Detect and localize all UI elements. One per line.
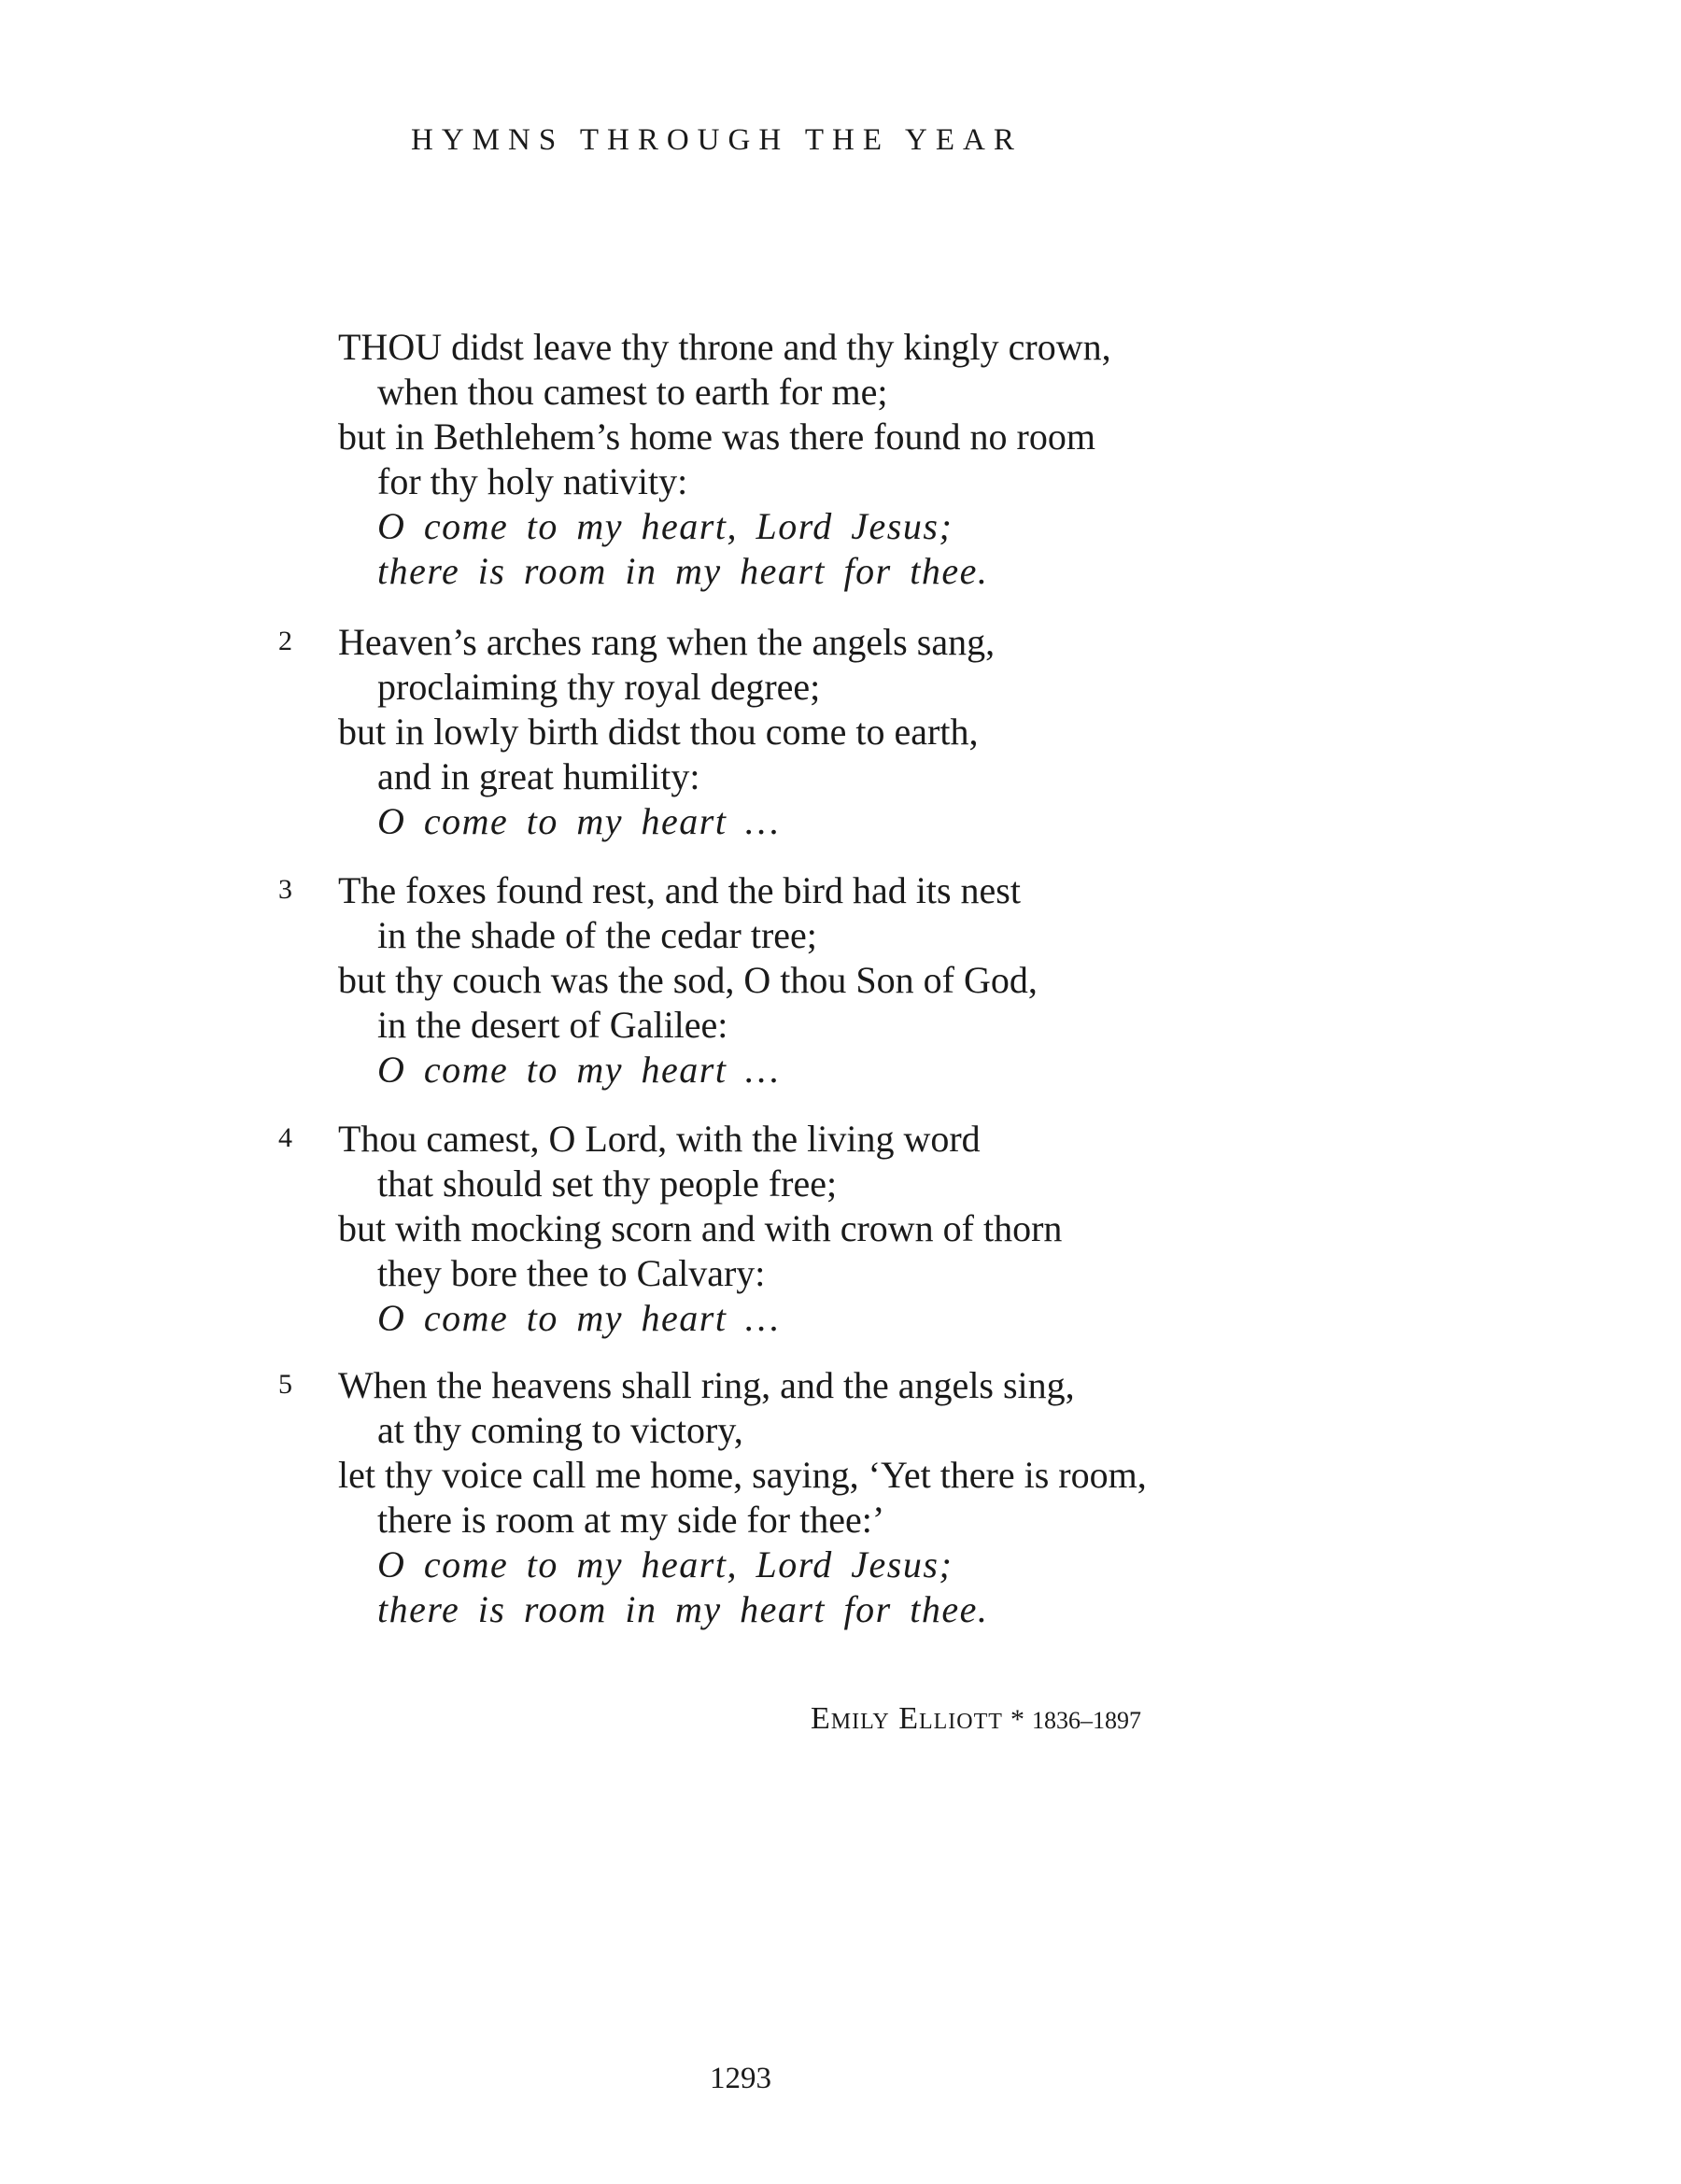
verse-line: Thou camest, O Lord, with the living word bbox=[338, 1118, 981, 1160]
verse-line: there is room at my side for thee:’ bbox=[377, 1499, 885, 1541]
author-name: Emily Elliott bbox=[811, 1701, 1003, 1736]
refrain-line: O come to my heart, Lord Jesus; bbox=[377, 1543, 954, 1585]
refrain-line: there is room in my heart for thee. bbox=[377, 550, 989, 592]
page-number: 1293 bbox=[710, 2062, 771, 2095]
verse-line: and in great humility: bbox=[377, 755, 700, 797]
verse-line: but thy couch was the sod, O thou Son of God, bbox=[338, 959, 1038, 1001]
verse-number: 2 bbox=[278, 626, 292, 656]
verse-number: 3 bbox=[278, 874, 292, 905]
verse-line: THOU didst leave thy throne and thy kingly crown, bbox=[338, 326, 1111, 368]
verse-line: but with mocking scorn and with crown of thorn bbox=[338, 1207, 1063, 1249]
verse-line: when thou camest to earth for me; bbox=[377, 371, 888, 413]
verse-line: but in Bethlehem’s home was there found no room bbox=[338, 416, 1095, 458]
refrain-line: O come to my heart … bbox=[377, 1297, 781, 1339]
verse-line: they bore thee to Calvary: bbox=[377, 1252, 766, 1294]
verse-line: let thy voice call me home, saying, ‘Yet there is room, bbox=[338, 1454, 1147, 1496]
refrain-line: there is room in my heart for thee. bbox=[377, 1588, 989, 1630]
refrain-line: O come to my heart … bbox=[377, 1049, 781, 1091]
verse-line: in the desert of Galilee: bbox=[377, 1004, 728, 1046]
verse-line: Heaven’s arches rang when the angels sang, bbox=[338, 621, 996, 663]
running-head: HYMNS THROUGH THE YEAR bbox=[411, 123, 1023, 157]
refrain-line: O come to my heart … bbox=[377, 800, 781, 842]
verse-number: 4 bbox=[278, 1122, 292, 1153]
verse-line: When the heavens shall ring, and the angels sing, bbox=[338, 1364, 1075, 1406]
author-dates: 1836–1897 bbox=[1031, 1707, 1141, 1734]
author-attribution bbox=[811, 1701, 1141, 1737]
verse-line: but in lowly birth didst thou come to earth, bbox=[338, 711, 979, 753]
verse-line: for thy holy nativity: bbox=[377, 460, 688, 502]
refrain-line: O come to my heart, Lord Jesus; bbox=[377, 505, 954, 547]
verse-line: in the shade of the cedar tree; bbox=[377, 914, 817, 956]
verse-line: The foxes found rest, and the bird had its nest bbox=[338, 869, 1021, 911]
verse-line: at thy coming to victory, bbox=[377, 1409, 743, 1451]
star-marker: * bbox=[1010, 1704, 1024, 1735]
verse-line: that should set thy people free; bbox=[377, 1162, 838, 1205]
verse-number: 5 bbox=[278, 1369, 292, 1400]
verse-line: proclaiming thy royal degree; bbox=[377, 666, 821, 708]
